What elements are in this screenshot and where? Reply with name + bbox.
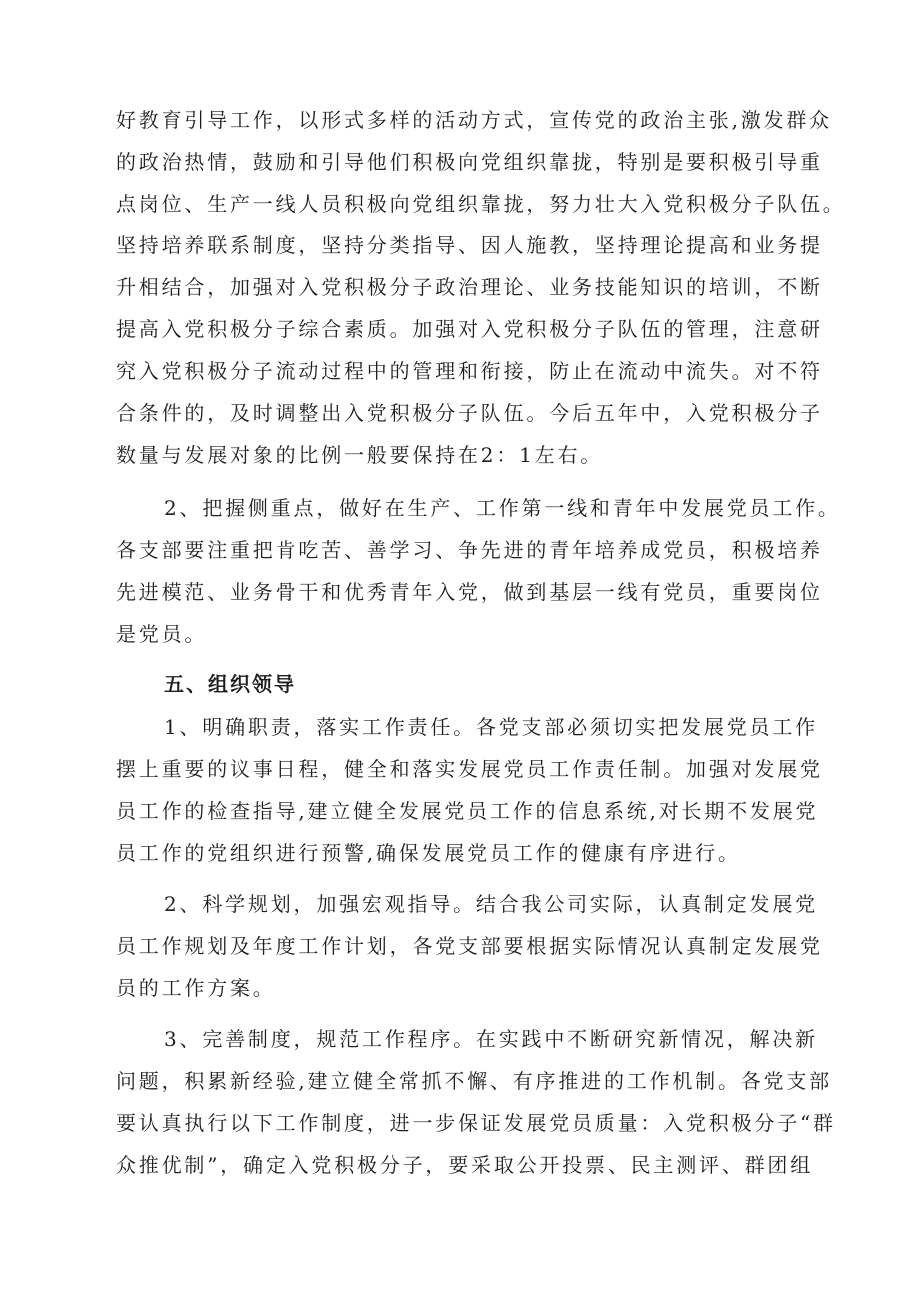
- paragraph-line: 究入党积极分子流动过程中的管理和衔接，防止在流动中流失。对不符: [116, 359, 823, 383]
- paragraph-line: 好教育引导工作，以形式多样的活动方式，宣传党的政治主张,激发群众: [116, 108, 832, 132]
- paragraph-line: 众推优制”，确定入党积极分子，要采取公开投票、民主测评、群团组: [116, 1153, 814, 1177]
- paragraph-line: 的政治热情，鼓励和引导他们积极向党组织靠拢，特别是要积极引导重: [116, 150, 823, 174]
- paragraph-line: 摆上重要的议事日程，健全和落实发展党员工作责任制。加强对发展党: [116, 757, 823, 781]
- paragraph-line: 员工作的检查指导,建立健全发展党员工作的信息系统,对长期不发展党: [116, 799, 819, 823]
- paragraph-line: 1、明确职责，落实工作责任。各党支部必须切实把发展党员工作: [164, 715, 818, 739]
- paragraph-line: 员的工作方案。: [116, 976, 276, 1000]
- paragraph-line: 各支部要注重把肯吃苦、善学习、争先进的青年培养成党员，积极培养: [116, 538, 823, 562]
- paragraph-line: 是党员。: [116, 622, 208, 646]
- paragraph-line: 先进模范、业务骨干和优秀青年入党，做到基层一线有党员，重要岗位: [116, 580, 823, 604]
- paragraph-line: 坚持培养联系制度，坚持分类指导、因人施教，坚持理论提高和业务提: [116, 233, 823, 257]
- paragraph-line: 3、完善制度，规范工作程序。在实践中不断研究新情况，解决新: [164, 1027, 818, 1051]
- paragraph-line: 问题，积累新经验,建立健全常抓不懈、有序推进的工作机制。各党支部: [116, 1069, 832, 1093]
- paragraph-line: 要认真执行以下工作制度，进一步保证发展党员质量：入党积极分子“群: [116, 1111, 836, 1135]
- paragraph-line: 升相结合，加强对入党积极分子政治理论、业务技能知识的培训，不断: [116, 275, 823, 299]
- paragraph-line: 提高入党积极分子综合素质。加强对入党积极分子队伍的管理，注意研: [116, 317, 823, 341]
- paragraph-line: 合条件的，及时调整出入党积极分子队伍。今后五年中，入党积极分子: [116, 401, 823, 425]
- paragraph-line: 数量与发展对象的比例一般要保持在2：1左右。: [116, 443, 604, 467]
- paragraph-line: 员工作规划及年度工作计划，各党支部要根据实际情况认真制定发展党: [116, 934, 823, 958]
- paragraph-line: 2、把握侧重点，做好在生产、工作第一线和青年中发展党员工作。: [164, 496, 841, 520]
- section-heading: 五、组织领导: [164, 672, 296, 696]
- paragraph-line: 2、科学规划，加强宏观指导。结合我公司实际，认真制定发展党: [164, 892, 818, 916]
- paragraph-line: 点岗位、生产一线人员积极向党组织靠拢，努力壮大入党积极分子队伍。: [116, 192, 846, 216]
- paragraph-line: 员工作的党组织进行预警,确保发展党员工作的健康有序进行。: [116, 841, 741, 865]
